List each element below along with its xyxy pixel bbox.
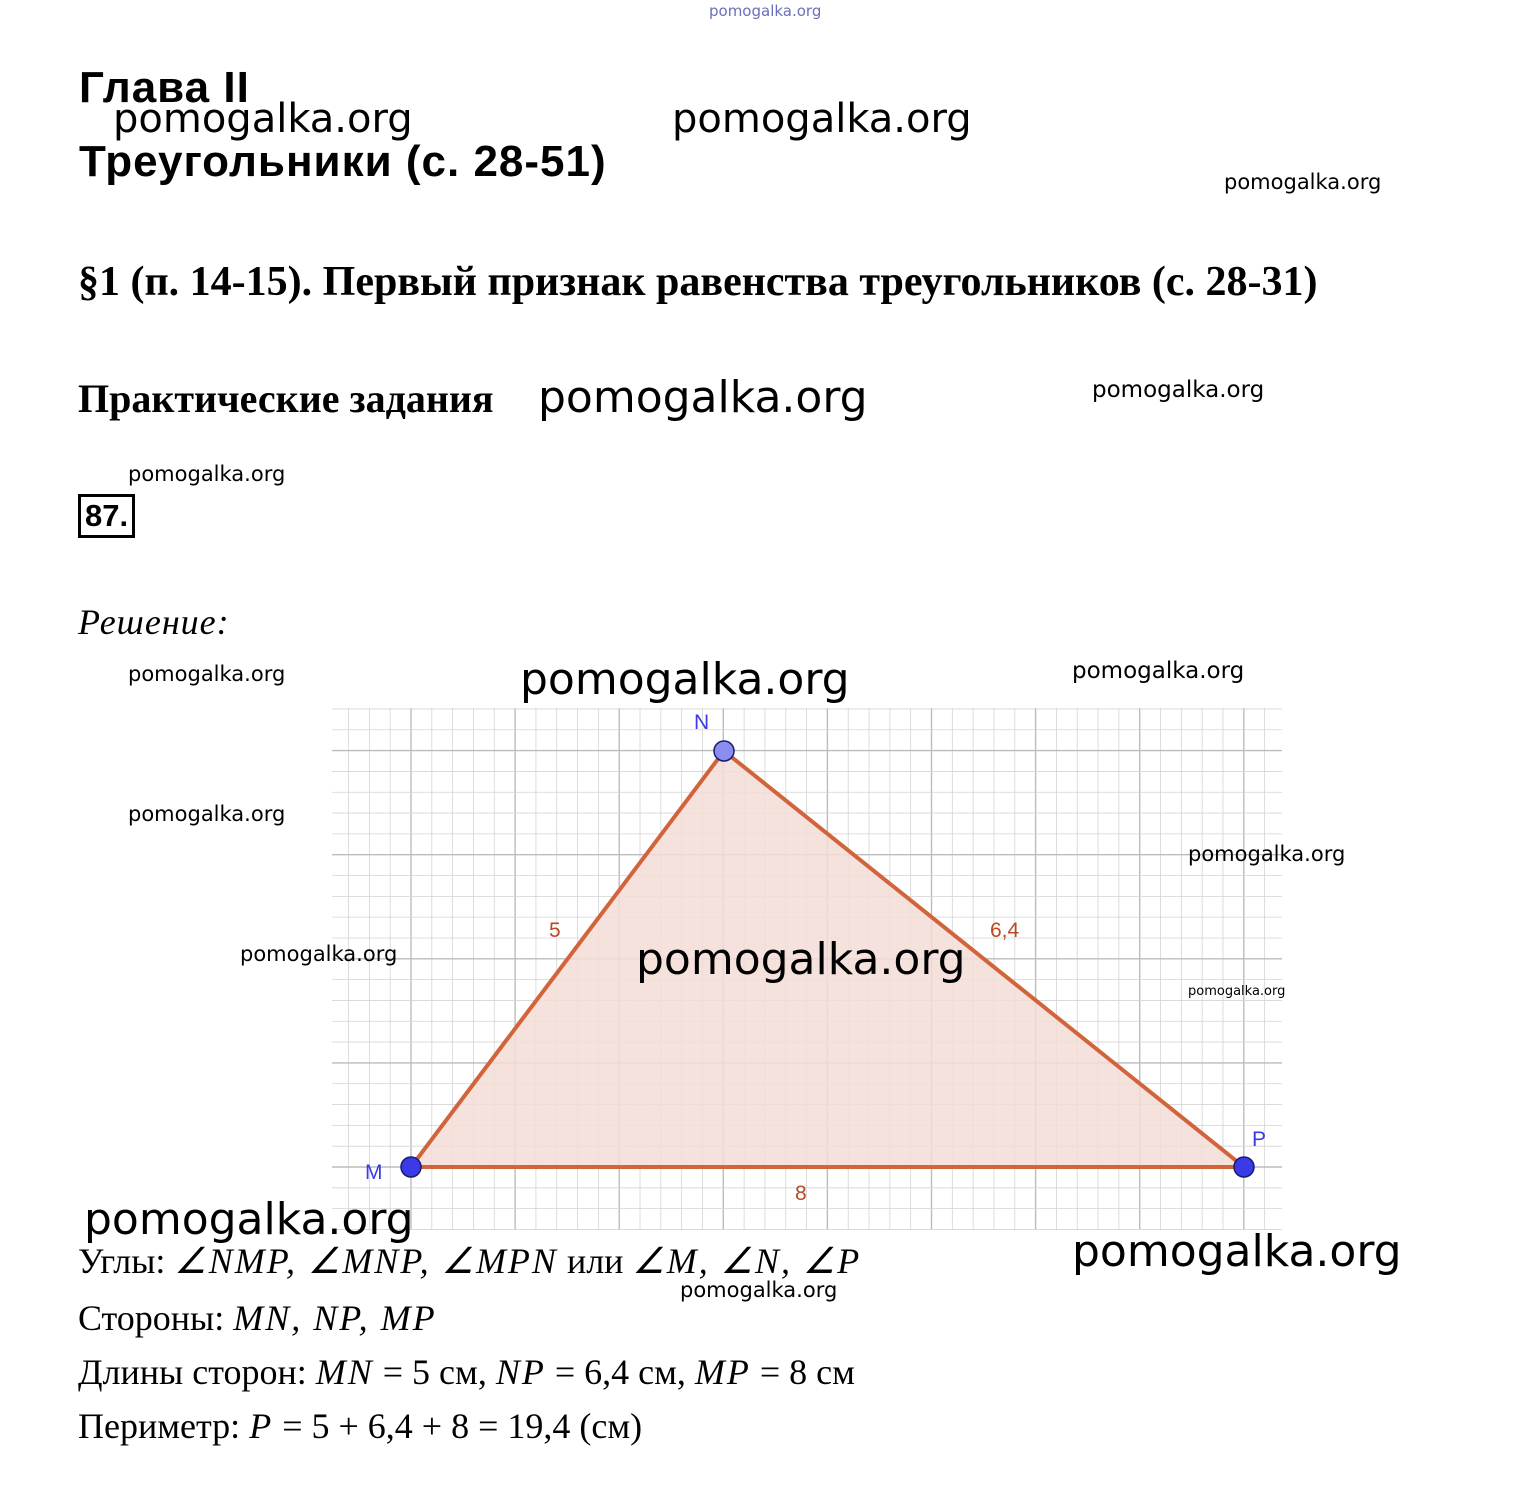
angles-or: или [557, 1241, 633, 1281]
watermark: pomogalka.org [1092, 377, 1265, 403]
watermark: pomogalka.org [1188, 842, 1346, 866]
side-mp-label: 8 [795, 1182, 807, 1205]
lengths-mp: MP [694, 1352, 751, 1392]
vertex-p-point [1234, 1157, 1254, 1177]
chapter-title: Треугольники (с. 28-51) [79, 137, 607, 186]
answer-lengths [78, 1351, 855, 1393]
subsection-title: Практические задания [78, 376, 494, 421]
watermark: pomogalka.org [680, 1278, 838, 1302]
solution-label: Решение: [78, 602, 230, 642]
watermark: pomogalka.org [240, 942, 398, 966]
lengths-label: Длины сторон: [78, 1352, 316, 1392]
watermark: pomogalka.org [672, 96, 972, 142]
vertex-n-label: N [694, 711, 710, 734]
lengths-mp-value: = 8 см [750, 1352, 855, 1392]
angles-math-short: ∠M, ∠N, ∠P [632, 1241, 862, 1281]
side-np-label: 6,4 [990, 919, 1020, 942]
watermark: pomogalka.org [128, 802, 286, 826]
perimeter-symbol: P [249, 1406, 274, 1446]
chapter-label: Глава II [79, 63, 250, 112]
watermark: pomogalka.org [636, 934, 966, 985]
watermark: pomogalka.org [128, 462, 286, 486]
answer-sides [78, 1297, 437, 1339]
watermark: pomogalka.org [1072, 1226, 1402, 1277]
sides-math: MN, NP, MP [233, 1298, 437, 1338]
watermark: pomogalka.org [128, 662, 286, 686]
watermark: pomogalka.org [709, 2, 822, 20]
section-title: §1 (п. 14-15). Первый признак равенства треугольников (с. 28-31) [78, 259, 1318, 305]
watermark: pomogalka.org [1072, 658, 1245, 684]
watermark: pomogalka.org [113, 96, 413, 142]
watermark: pomogalka.org [520, 654, 850, 705]
task-number: 87. [78, 494, 135, 538]
lengths-mn: MN [315, 1352, 374, 1392]
watermark: pomogalka.org [1188, 984, 1286, 999]
angles-math: ∠NMP, ∠MNP, ∠MPN [174, 1241, 558, 1281]
angles-label: Углы: [78, 1241, 175, 1281]
vertex-m-label: M [365, 1161, 383, 1184]
vertex-p-label: P [1252, 1128, 1267, 1151]
perimeter-label: Периметр: [78, 1406, 250, 1446]
vertex-n-point [714, 741, 734, 761]
watermark: pomogalka.org [1224, 170, 1382, 194]
lengths-np-value: = 6,4 см, [545, 1352, 695, 1392]
sides-label: Стороны: [78, 1298, 234, 1338]
lengths-np: NP [495, 1352, 546, 1392]
lengths-mn-value: = 5 см, [373, 1352, 496, 1392]
answer-angles [78, 1240, 861, 1282]
perimeter-value: = 5 + 6,4 + 8 = 19,4 (см) [273, 1406, 643, 1446]
watermark: pomogalka.org [538, 372, 868, 423]
watermark: pomogalka.org [84, 1194, 414, 1245]
vertex-m-point [401, 1157, 421, 1177]
answer-perimeter [78, 1405, 642, 1447]
side-mn-label: 5 [549, 919, 561, 942]
